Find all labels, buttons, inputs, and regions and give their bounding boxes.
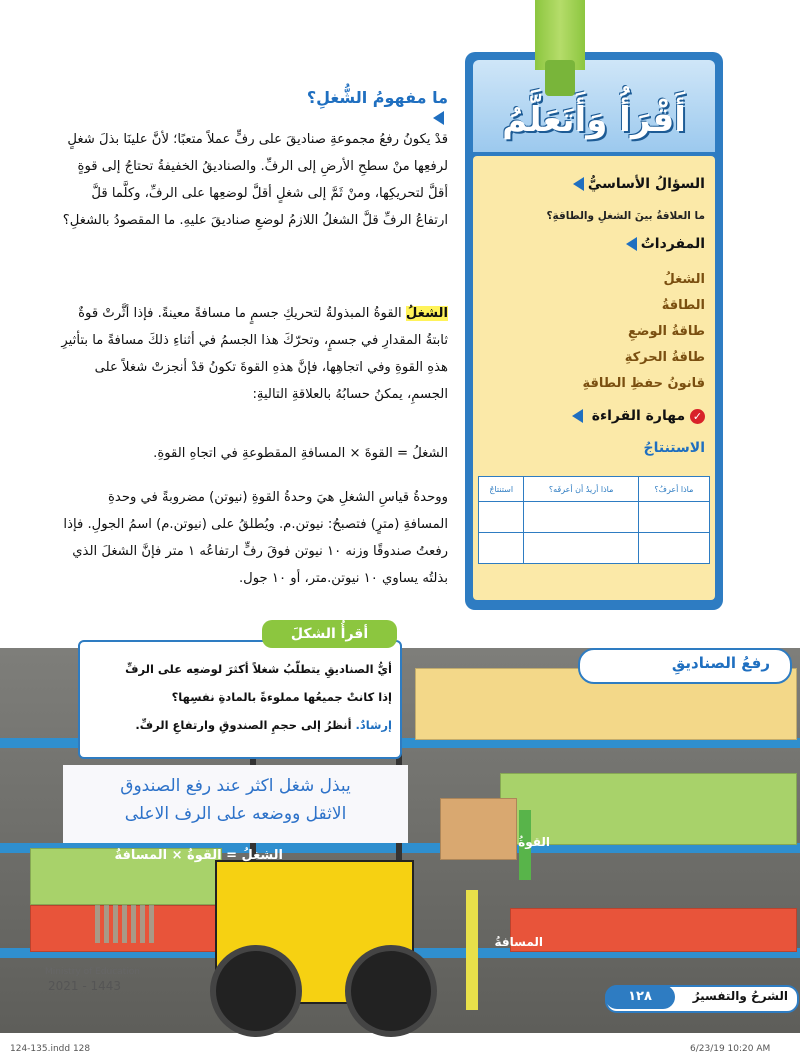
strap-loop bbox=[545, 60, 575, 96]
term-work: الشغلُ bbox=[405, 306, 448, 321]
force-label: القوةُ bbox=[518, 835, 550, 849]
answer-line1: يبذل شغل اكثر عند رفع الصندوق bbox=[120, 776, 351, 796]
file-name: 124-135.indd 128 bbox=[10, 1044, 91, 1054]
edition-year: 2021 - 1443 bbox=[48, 979, 122, 993]
hint-label: إرشادٌ. bbox=[355, 718, 392, 732]
print-footer bbox=[0, 1042, 800, 1059]
vocab-item: طاقةُ الوضعِ bbox=[628, 324, 705, 339]
work-formula-text: الشغلُ = القوةَ × المسافةِ المقطوعةِ في اتجاهِ القوةِ. bbox=[153, 446, 448, 461]
forklift-wheel bbox=[210, 945, 302, 1037]
vocabulary-heading: المفرداتُ bbox=[480, 236, 705, 252]
kwl-cell bbox=[479, 533, 524, 564]
kwl-table bbox=[478, 476, 710, 564]
definition-text: القوةُ المبذولةُ لتحريكِ جسمٍ ما مسافةً معينةً. فإذا أثَّرتْ قوةٌ ثابتةُ المقدارِ في جسمٍ، وتحرّكَ هذا الجسمُ في أثناءِ ذلكَ مسافةً ما بتأثيرِ هذهِ القوةِ وفي اتجاهِها، فإنَّ هذهِ القوةَ تكونُ قدْ أنجزتْ شغلاً على الجسمِ، يمكنُ حسابُهُ بالعلاقةِ التاليةِ: bbox=[61, 306, 448, 402]
reading-skill-label: مهارة القراءة bbox=[591, 408, 686, 424]
figure-caption: رفعُ الصناديقِ bbox=[671, 654, 770, 672]
panel-title: أَقْرَأُ وَأَتَعَلَّمُ bbox=[502, 100, 686, 140]
figure-formula: الشغلُ = القوةُ × المسافةُ bbox=[114, 848, 283, 863]
essential-question: ما العلاقةُ بينَ الشغلِ والطاقةِ؟ bbox=[546, 210, 705, 222]
paragraph-intro: قدْ يكونُ رفعُ مجموعةِ صناديقَ على رفٍّ عملاً متعبًا؛ لأنَّ علينَا بذلَ شغلٍ لرفعِها منْ سطحِ الأرضِ إلى الرفِّ. والصناديقُ الخفيفةُ تحتاجُ إلى قوةٍ أقلَّ لتحريكِها، ومنْ ثَمَّ إلى شغلٍ أقلَّ لوضعِها على الرفِّ، وكلَّما قلَّ ارتفاعُ الرفِّ قلَّ الشغلُ اللازمُ لوضعِ صناديقَ عليهِ. ما المقصودُ بالشغلِ؟ bbox=[62, 132, 448, 228]
ministry-name: Ministry of Education bbox=[45, 967, 140, 977]
vocab-item: قانونُ حفظِ الطاقةِ bbox=[582, 376, 705, 391]
section-question: ما مفهومُ الشُّغلِ؟ bbox=[300, 88, 448, 126]
ministry-logo bbox=[95, 905, 155, 943]
paragraph-units: ووحدةُ قياسِ الشغلِ هيَ وحدةُ القوةِ (نيوتن) مضروبةً في وحدةِ المسافةِ (مترٍ) فتصبحُ: نيوتن.م. ويُطلقُ على (نيوتن.م) اسمُ الجولِ. فإذا رفعتُ صندوقًا وزنه ١٠ نيوتن فوقَ رفٍّ ارتفاعُه ١ متر فإنَّ الشغلَ الذي بذلتُه يساوي ١٠ نيوتن.متر، أو ١٠ جول. bbox=[63, 490, 448, 586]
figure-question-line1: أيُّ الصناديقِ يتطلّبُ شغلاً أكثرَ لوضعِه على الرفِّ bbox=[125, 662, 392, 676]
kwl-cell bbox=[479, 502, 524, 533]
skill-name: الاستنتاجُ bbox=[643, 440, 705, 456]
handwritten-answer bbox=[63, 772, 408, 828]
essential-question-heading: السؤالُ الأساسيُّ bbox=[480, 176, 705, 192]
bottom-shelf-boxes bbox=[510, 908, 797, 952]
section-label: الشرحُ والتفسيرُ bbox=[692, 989, 788, 1003]
hint-text: أنظرُ إلى حجمِ الصندوقِ وارتفاعِ الرفِّ. bbox=[135, 718, 352, 732]
forklift-wheel bbox=[345, 945, 437, 1037]
print-timestamp: 6/23/19 10:20 AM bbox=[690, 1044, 771, 1054]
kwl-cell bbox=[638, 533, 709, 564]
kwl-cell bbox=[524, 533, 638, 564]
page-number: ١٢٨ bbox=[605, 985, 675, 1009]
kwl-header: استنتاجُ bbox=[479, 477, 524, 502]
vocab-item: طاقةُ الحركةِ bbox=[624, 350, 705, 365]
lifted-box bbox=[440, 798, 517, 860]
distance-arrow bbox=[466, 890, 478, 1010]
read-figure-tab: أقرأُ الشكلَ bbox=[262, 620, 397, 648]
kwl-cell bbox=[524, 502, 638, 533]
check-badge-icon: ✓ bbox=[690, 409, 705, 424]
vocab-item: الشغلُ bbox=[663, 272, 705, 287]
reading-skill-heading bbox=[480, 408, 705, 424]
kwl-header: ماذا أعرفُ؟ bbox=[638, 477, 709, 502]
figure-hint bbox=[86, 718, 392, 732]
distance-label: المسافةُ bbox=[494, 935, 543, 949]
figure-question-line2: إذا كانتْ جميعُها مملوءةً بالمادةِ نفسِها؟ bbox=[171, 690, 392, 704]
kwl-cell bbox=[638, 502, 709, 533]
kwl-header: ماذا أريدُ أن أعرفَه؟ bbox=[524, 477, 638, 502]
paragraph-definition bbox=[60, 300, 448, 408]
answer-line2: الاثقل ووضعه على الرف الاعلى bbox=[124, 804, 347, 824]
vocab-item: الطاقةُ bbox=[661, 298, 705, 313]
